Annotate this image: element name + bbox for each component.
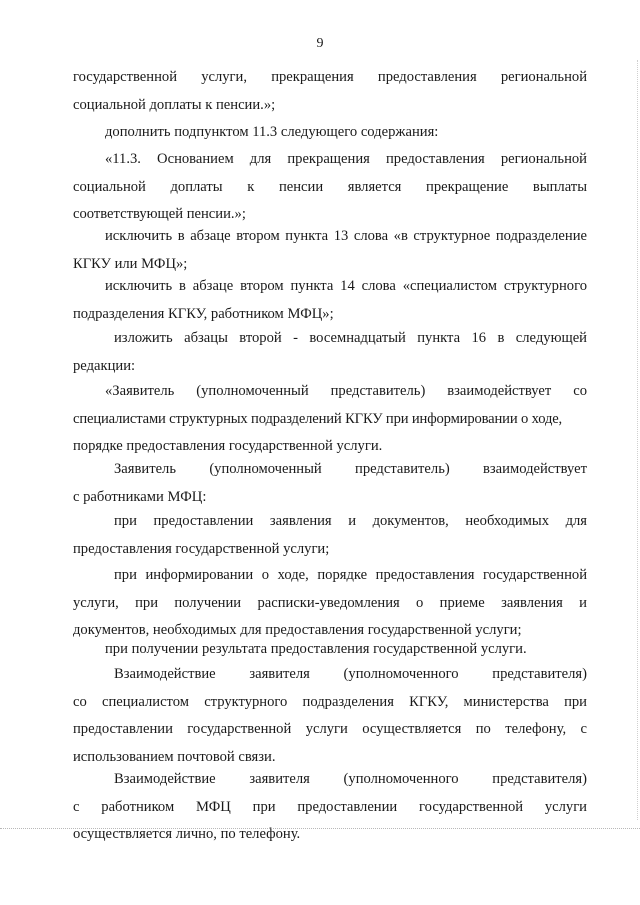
paragraph [73, 325, 587, 380]
paragraph [73, 146, 587, 229]
text-line: редакции: [73, 357, 136, 374]
paragraph [73, 508, 587, 563]
text-line: при информировании о ходе, порядке предоставления государственной [114, 567, 587, 583]
text-line: предоставлении государственной услуги осуществляется по телефону, с [73, 721, 587, 737]
paragraph [73, 273, 587, 328]
text-line: документов, необходимых для предоставления государственной услуги; [73, 622, 522, 638]
paragraph [73, 378, 587, 461]
text-line: использованием почтовой связи. [73, 748, 276, 765]
paragraph [73, 64, 587, 119]
paragraph [73, 661, 587, 771]
text-line: подразделения КГКУ, работником МФЦ»; [73, 305, 334, 322]
text-line: осуществляется лично, по телефону. [73, 826, 301, 842]
paragraph [73, 636, 587, 664]
text-line: «11.3. Основанием для прекращения предоставления региональной [105, 151, 587, 167]
text-line: при получении результата предоставления государственной услуги. [105, 641, 527, 657]
text-line: со специалистом структурного подразделения КГКУ, министерства при [73, 693, 587, 710]
text-line: Взаимодействие заявителя (уполномоченного представителя) [114, 771, 587, 787]
text-line: изложить абзацы второй - восемнадцатый пункта 16 в следующей [114, 330, 587, 346]
text-line: предоставления государственной услуги; [73, 540, 330, 557]
text-line: исключить в абзаце втором пункта 14 слова «специалистом структурного [105, 278, 587, 294]
text-line: социальной доплаты к пенсии.»; [73, 96, 276, 113]
text-line: дополнить подпунктом 11.3 следующего содержания: [105, 124, 439, 140]
text-line: порядке предоставления государственной услуги. [73, 438, 383, 454]
text-line: Взаимодействие заявителя (уполномоченного представителя) [114, 666, 587, 682]
text-line: государственной услуги, прекращения предоставления региональной [73, 69, 587, 85]
scan-artifact-line [0, 828, 640, 829]
paragraph [73, 766, 587, 849]
paragraph [73, 223, 587, 278]
paragraph [73, 456, 587, 511]
text-line: соответствующей пенсии.»; [73, 206, 246, 222]
scan-margin-artifact [636, 60, 638, 820]
text-line: с работником МФЦ при предоставлении государственной услуги [73, 798, 587, 815]
text-line: исключить в абзаце втором пункта 13 слова «в структурное подразделение [105, 228, 587, 244]
text-line: Заявитель (уполномоченный представитель) взаимодействует [114, 461, 587, 477]
text-line: специалистами структурных подразделений КГКУ при информировании о ходе, [73, 410, 563, 427]
text-line: при предоставлении заявления и документов, необходимых для [114, 513, 587, 529]
text-line: КГКУ или МФЦ»; [73, 255, 188, 272]
text-line: услуги, при получении расписки-уведомления о приеме заявления и [73, 594, 587, 611]
text-line: «Заявитель (уполномоченный представитель) взаимодействует со [105, 383, 587, 399]
text-line: с работниками МФЦ: [73, 488, 207, 505]
paragraph [73, 562, 587, 645]
page-number: 9 [316, 36, 324, 51]
text-line: социальной доплаты к пенсии является прекращение выплаты [73, 178, 587, 195]
paragraph [73, 119, 587, 147]
